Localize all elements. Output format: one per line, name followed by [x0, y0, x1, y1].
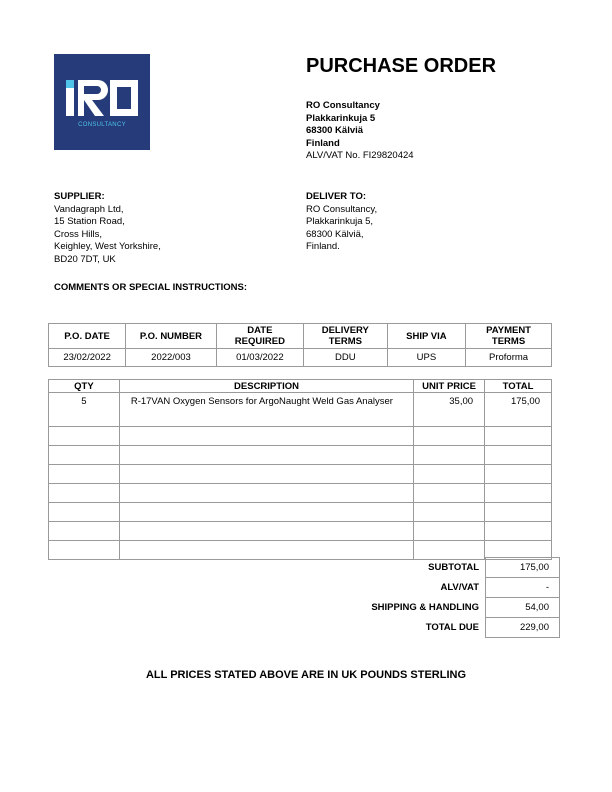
- ship-via-value: UPS: [387, 349, 465, 367]
- ro-logo-mark: [64, 78, 140, 118]
- vat-value: -: [486, 578, 560, 598]
- delivery-terms-value: DDU: [303, 349, 387, 367]
- total-due-label: TOTAL DUE: [425, 622, 479, 633]
- deliver-to-line: Finland.: [306, 241, 340, 252]
- shipping-label: SHIPPING & HANDLING: [371, 602, 479, 613]
- currency-note: ALL PRICES STATED ABOVE ARE IN UK POUNDS STERLING: [145, 669, 467, 681]
- po-date-value: 23/02/2022: [49, 349, 126, 367]
- date-required-value: 01/03/2022: [216, 349, 303, 367]
- supplier-line: Keighley, West Yorkshire,: [54, 241, 161, 252]
- subtotal-label: SUBTOTAL: [428, 562, 479, 573]
- payment-terms-value: Proforma: [466, 349, 552, 367]
- shipping-value: 54,00: [486, 598, 560, 618]
- deliver-to-heading: DELIVER TO:: [306, 191, 366, 202]
- table-row-empty: [49, 465, 552, 484]
- vat-row: [359, 578, 560, 598]
- logo-text: CONSULTANCY: [78, 122, 126, 128]
- buyer-vat-number: ALV/VAT No. FI29820424: [306, 150, 414, 161]
- description-header: DESCRIPTION: [119, 380, 413, 393]
- po-info-table: [48, 323, 552, 367]
- subtotal-value: 175,00: [486, 558, 560, 578]
- supplier-line: Vandagraph Ltd,: [54, 203, 124, 215]
- qty-header: QTY: [49, 380, 120, 393]
- total-due-value: 229,00: [486, 618, 560, 638]
- po-info-value-row: [49, 349, 552, 367]
- line-items-table: [48, 379, 552, 560]
- po-number-value: 2022/003: [126, 349, 217, 367]
- supplier-heading: SUPPLIER:: [54, 191, 105, 202]
- payment-terms-header: PAYMENT TERMS: [466, 324, 552, 349]
- table-row-empty: [49, 427, 552, 446]
- table-row-empty: [49, 484, 552, 503]
- table-row-empty: [49, 503, 552, 522]
- unit-price-header: UNIT PRICE: [414, 380, 485, 393]
- supplier-line: Cross Hills,: [54, 228, 103, 240]
- po-info-header-row: [49, 324, 552, 349]
- document-title: PURCHASE ORDER: [306, 55, 497, 77]
- total-due-row: [359, 618, 560, 638]
- item-total: 175,00: [485, 393, 552, 427]
- deliver-to-line: 68300 Kälviä,: [306, 228, 364, 240]
- items-header-row: [49, 380, 552, 393]
- table-row-empty: [49, 522, 552, 541]
- comments-heading: COMMENTS OR SPECIAL INSTRUCTIONS:: [54, 282, 247, 293]
- buyer-name: RO Consultancy: [306, 100, 380, 111]
- po-date-header: P.O. DATE: [49, 324, 126, 349]
- item-description: R-17VAN Oxygen Sensors for ArgoNaught Weld Gas Analyser: [119, 393, 413, 427]
- item-qty: 5: [49, 393, 120, 427]
- date-required-header: DATE REQUIRED: [216, 324, 303, 349]
- totals-table: [359, 557, 560, 638]
- shipping-row: [359, 598, 560, 618]
- delivery-terms-header: DELIVERY TERMS: [303, 324, 387, 349]
- deliver-to-block: [306, 191, 377, 254]
- buyer-postcode-city: 68300 Kälviä: [306, 125, 364, 136]
- total-header: TOTAL: [485, 380, 552, 393]
- vat-label: ALV/VAT: [440, 582, 479, 593]
- ship-via-header: SHIP VIA: [387, 324, 465, 349]
- buyer-address: [306, 100, 414, 163]
- company-logo: [54, 54, 150, 150]
- supplier-line: 15 Station Road,: [54, 216, 125, 227]
- subtotal-row: [359, 558, 560, 578]
- table-row: [49, 393, 552, 427]
- buyer-street: Plakkarinkuja 5: [306, 112, 376, 124]
- supplier-block: [54, 191, 161, 266]
- deliver-to-line: Plakkarinkuja 5,: [306, 216, 374, 227]
- buyer-country: Finland: [306, 137, 340, 149]
- item-unit-price: 35,00: [414, 393, 485, 427]
- po-number-header: P.O. NUMBER: [126, 324, 217, 349]
- table-row-empty: [49, 446, 552, 465]
- supplier-line: BD20 7DT, UK: [54, 253, 116, 265]
- deliver-to-line: RO Consultancy,: [306, 203, 378, 215]
